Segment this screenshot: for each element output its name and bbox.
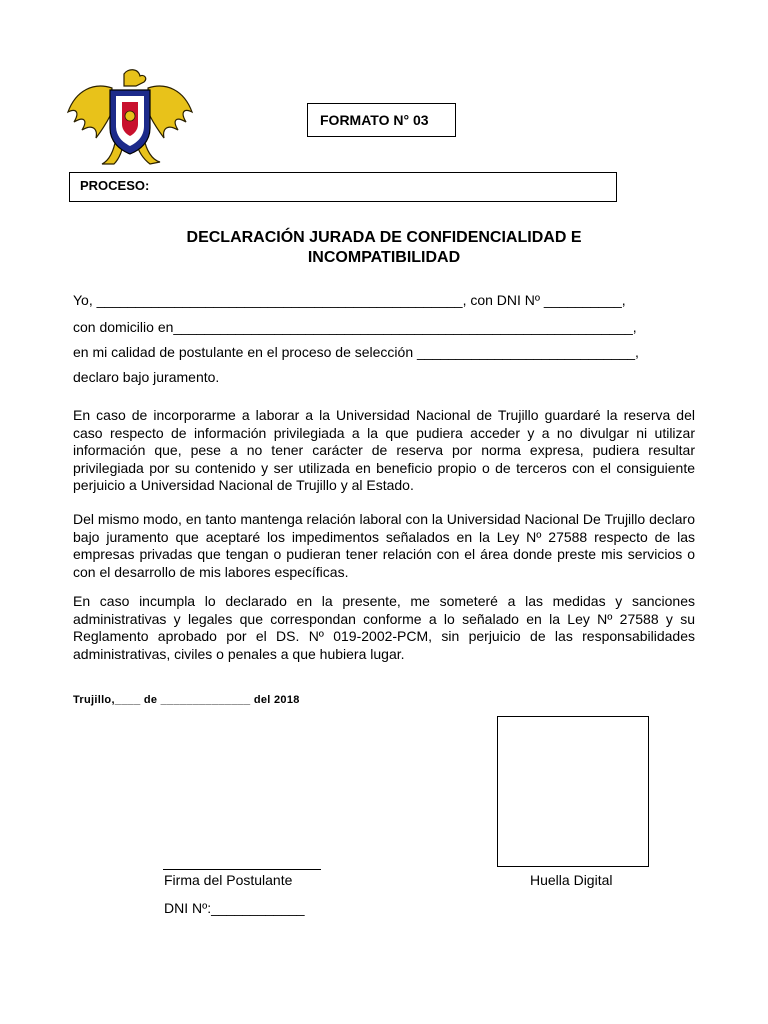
document-title (120, 228, 648, 268)
paragraph-2: Del mismo modo, en tanto mantenga relación laboral con la Universidad Nacional De Trujillo declaro bajo juramento que aceptaré los impedimentos señalados en la Ley Nº 27588 respecto de las empresas privadas que tengan o pudieran tener relación con el área donde preste mis servicios o con el desarrollo de mis labores específicas. (73, 511, 695, 580)
title-line-2: INCOMPATIBILIDAD (307, 249, 461, 266)
emblem-right-wing (148, 86, 192, 138)
proceso-label: PROCESO: (80, 178, 150, 193)
form-line-domicilio[interactable]: con domicilio en___________________________________________________________, (73, 319, 637, 335)
university-emblem-logo (64, 68, 196, 168)
formato-number-box: FORMATO N° 03 (307, 103, 456, 137)
fingerprint-box (497, 716, 649, 867)
emblem-head (124, 70, 146, 86)
title-line-1: DECLARACIÓN JURADA DE CONFIDENCIALIDAD E (186, 229, 582, 246)
emblem-shield-emblem (125, 111, 135, 121)
date-line[interactable]: Trujillo,____ de ______________ del 2018 (73, 694, 300, 706)
huella-label: Huella Digital (530, 872, 613, 888)
signature-line (163, 869, 321, 870)
proceso-field[interactable] (69, 172, 617, 202)
paragraph-1: En caso de incorporarme a laborar a la Universidad Nacional de Trujillo guardaré la reserva del caso respecto de información privilegiada a la que pudiera acceder y a no divulgar ni utilizar información que, pese a no tener carácter de reserva por norma expresa, pudiera resultar privilegiada por su contenido y ser utilizada en beneficio propio o de terceros con el consiguiente perjuicio a Universidad Nacional de Trujillo y al Estado. (73, 407, 695, 493)
form-line-declaro: declaro bajo juramento. (73, 369, 220, 385)
dni-signature-line[interactable]: DNI Nº:____________ (164, 900, 305, 916)
emblem-left-wing (68, 86, 112, 138)
form-line-proceso[interactable]: en mi calidad de postulante en el proceso de selección ____________________________, (73, 344, 639, 360)
paragraph-3: En caso incumpla lo declarado en la presente, me someteré a las medidas y sanciones administrativas y legales que correspondan conforme a lo señalado en la Ley Nº 27588 y su Reglamento aprobado por el DS. Nº 019-2002-PCM, sin perjuicio de las responsabilidades administrativas, civiles o penales a que hubiera lugar. (73, 593, 695, 662)
form-line-name[interactable]: Yo, _______________________________________________, con DNI Nº __________, (73, 292, 626, 308)
firma-label: Firma del Postulante (164, 872, 293, 888)
